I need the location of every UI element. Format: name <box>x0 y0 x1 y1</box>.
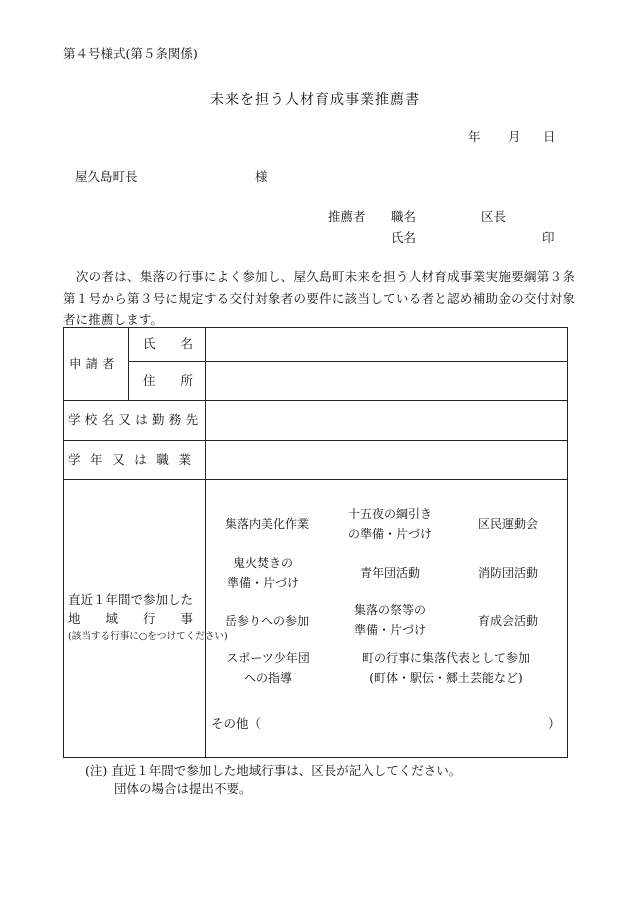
other-events-close: ） <box>548 716 561 731</box>
job-title-label: 職名 <box>391 209 417 224</box>
events-label-line1: 直近１年間で参加した <box>68 592 194 607</box>
event-onibi[interactable]: 鬼火焚きの 準備・片づけ <box>226 556 300 590</box>
event-sports-coaching[interactable]: スポーツ少年団 への指導 <box>226 651 310 685</box>
event-youth-group[interactable]: 青年団活動 <box>359 566 421 580</box>
address-row-label: 住 所 <box>143 373 194 388</box>
job-title-value: 区長 <box>481 209 507 224</box>
event-youth-association[interactable]: 育成会活動 <box>477 614 539 628</box>
grade-occupation-field[interactable] <box>206 441 566 478</box>
addressee-honorific: 様 <box>255 169 268 184</box>
form-reference: 第４号様式(第５条関係) <box>63 46 198 61</box>
event-tug-of-war[interactable]: 十五夜の綱引き の準備・片づけ <box>347 507 433 541</box>
event-town-representative[interactable]: 町の行事に集落代表として参加 (町体・駅伝・郷土芸能など) <box>361 651 531 685</box>
other-events-field[interactable] <box>275 713 545 735</box>
event-fire-brigade[interactable]: 消防団活動 <box>477 566 539 580</box>
recommender-name-label: 氏名 <box>391 230 417 245</box>
applicant-name-field[interactable] <box>206 328 566 360</box>
document-title: 未来を担う人材育成事業推薦書 <box>210 92 420 108</box>
other-events-label: その他（ <box>211 716 262 731</box>
school-workplace-label: 学校名又は勤務先 <box>68 412 203 427</box>
event-festival[interactable]: 集落の祭等の 準備・片づけ <box>353 603 427 637</box>
event-beautification[interactable]: 集落内美化作業 <box>224 517 310 531</box>
school-workplace-field[interactable] <box>206 401 566 439</box>
events-label-line3: (該当する行事に○をつけてください) <box>68 631 228 642</box>
events-label-line2: 地 域 行 事 <box>68 611 194 626</box>
recommender-label: 推薦者 <box>328 209 366 224</box>
date-year: 年 <box>468 129 481 144</box>
name-row-label: 氏 名 <box>143 336 194 351</box>
event-mountain-worship[interactable]: 岳参りへの参加 <box>224 614 310 628</box>
applicant-address-field[interactable] <box>206 362 566 399</box>
recommendation-statement: 次の者は、集落の行事によく参加し、屋久島町未来を担う人材育成事業実施要綱第３条第１号から第３号に規定する交付対象者の要件に該当している者と認め補助金の交付対象者に推薦します。 <box>63 269 575 327</box>
note-line2: 団体の場合は提出不要。 <box>114 781 252 796</box>
seal-mark: 印 <box>542 230 555 245</box>
date-day: 日 <box>543 129 556 144</box>
date-month: 月 <box>508 129 521 144</box>
addressee: 屋久島町長 <box>75 169 138 184</box>
applicant-label: 申 請 者 <box>69 356 115 371</box>
note-line1: (注) 直近１年間で参加した地域行事は、区長が記入してください。 <box>85 763 462 778</box>
event-sports-day[interactable]: 区民運動会 <box>477 517 539 531</box>
grade-occupation-label: 学年又は職業 <box>68 452 201 467</box>
